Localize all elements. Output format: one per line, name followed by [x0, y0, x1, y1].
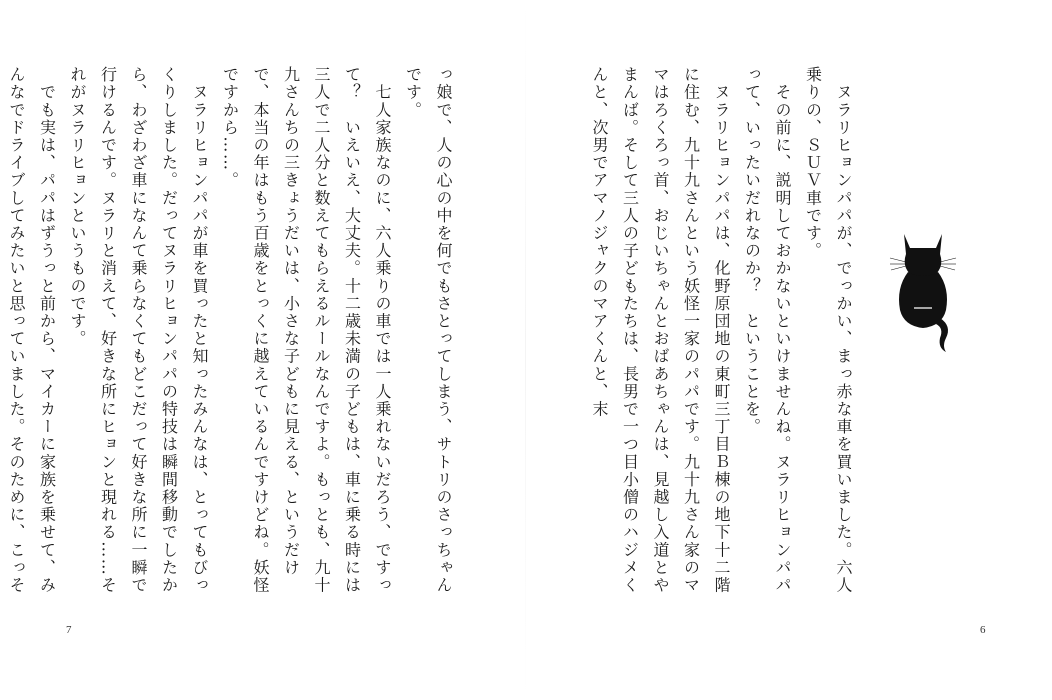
paragraph: っ娘で、人の心の中を何でもさとってしまう、サトリのさっちゃんです。 — [403, 66, 453, 594]
paragraph: 七人家族なのに、六人乗りの車では一人乗れないだろう、ですって？ いえいえ、大丈夫。十二歳未満の子どもは、車に乗る時には三人で二人分と数えてもらえるルールなんですよ。もっとも、九十九さんちの三きょうだいは、小さな子どもに見える、というだけで、本当の年はもう百歳をとっくに越えているんですけどね。妖怪ですから……。 — [220, 66, 392, 594]
paragraph: ヌラリヒョンパパは、化野原団地の東町三丁目Ｂ棟の地下十二階に住む、九十九さんという妖怪一家のパパです。九十九さん家のママはろくろっ首、おじいちゃんとおばあちゃんは、見越し入道とやまんば。そして三人の子どもたちは、長男で一つ目小僧のハジメくんと、次男でアマノジャクのマアくんと、末 — [590, 66, 731, 594]
paragraph: その前に、説明しておかないといけませんね。ヌラリヒョンパパって、いったいだれなのか？ ということを。 — [742, 66, 792, 594]
page-number-right: 6 — [980, 624, 986, 636]
right-page-text — [590, 66, 858, 606]
cat-silhouette — [899, 234, 948, 352]
black-cat-icon — [888, 226, 958, 358]
page-number-left: 7 — [66, 624, 72, 636]
paragraph: でも実は、パパはずうっと前から、マイカーに家族を乗せて、みんなでドライブしてみたいと思っていました。そのために、こっそ — [7, 66, 57, 594]
right-page — [526, 0, 1052, 700]
paragraph: ヌラリヒョンパパが車を買ったと知ったみんなは、とってもびっくりしました。だってヌラリヒョンパパの特技は瞬間移動でしたから、わざわざ車になんて乗らなくてもどこだって好きな所に一瞬で行けるんです。ヌラリと消えて、好きな所にヒョンと現れる……それがヌラリヒョンというものです。 — [68, 66, 209, 594]
paragraph: ヌラリヒョンパパが、でっかい、まっ赤な車を買いました。六人乗りの、ＳＵＶ車です。 — [803, 66, 853, 594]
left-page-text — [7, 66, 458, 606]
